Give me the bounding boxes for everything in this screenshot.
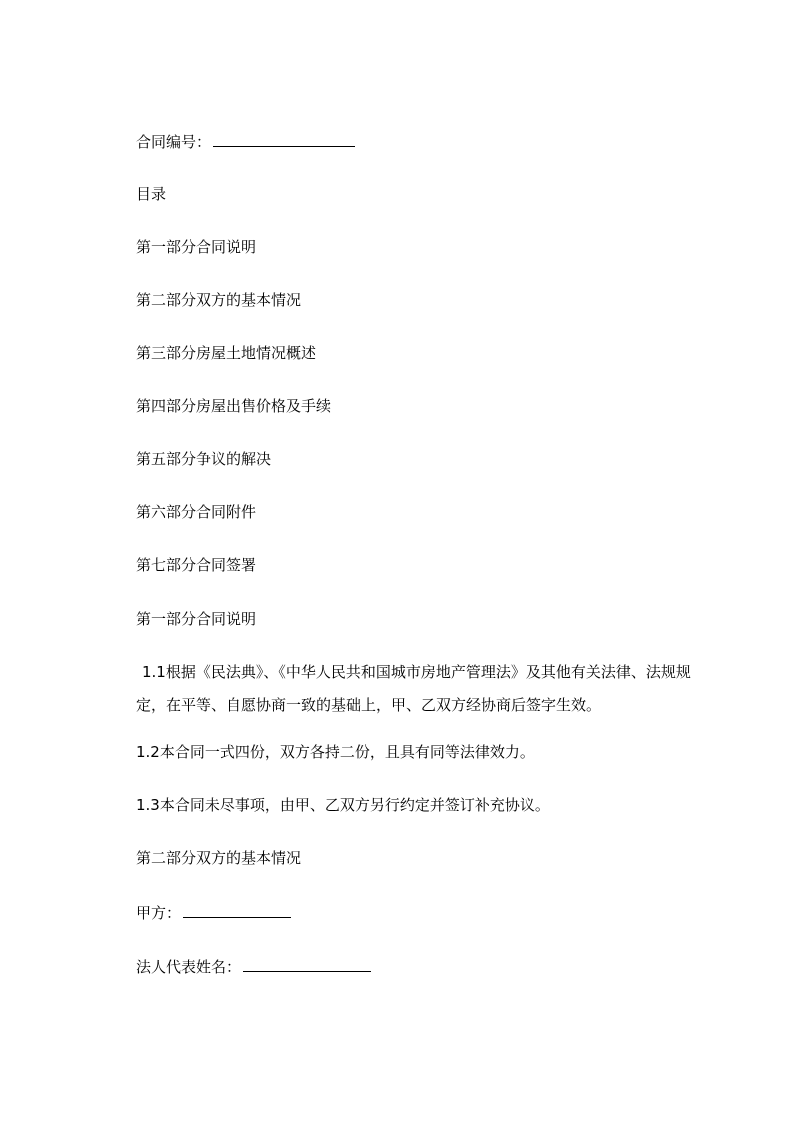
toc-item: 第六部分合同附件 (136, 503, 257, 521)
toc-item: 第四部分房屋出售价格及手续 (136, 397, 332, 415)
contract-number-line (136, 132, 355, 152)
section-heading-part2: 第二部分双方的基本情况 (136, 849, 302, 867)
section-heading-part1: 第一部分合同说明 (136, 610, 257, 628)
party-a-blank (183, 903, 291, 918)
toc-item: 第七部分合同签署 (136, 556, 257, 574)
party-a-line (136, 903, 291, 923)
legal-rep-label: 法人代表姓名： (136, 958, 242, 976)
clause-1-3: 1.3本合同未尽事项，由甲、乙双方另行约定并签订补充协议。 (136, 796, 550, 814)
toc-item: 第三部分房屋土地情况概述 (136, 344, 317, 362)
contract-number-blank (213, 132, 355, 147)
party-a-label: 甲方： (136, 904, 182, 922)
legal-rep-blank (243, 957, 371, 972)
toc-item: 第一部分合同说明 (136, 238, 257, 256)
clause-1-2: 1.2本合同一式四份，双方各持二份，且具有同等法律效力。 (136, 743, 535, 761)
toc-item: 第二部分双方的基本情况 (136, 291, 302, 309)
clause-1-1: 1.1根据《民法典》、《中华人民共和国城市房地产管理法》及其他有关法律、法规规定，在平等、自愿协商一致的基础上，甲、乙双方经协商后签字生效。 (136, 663, 691, 714)
toc-title: 目录 (136, 185, 167, 203)
contract-number-label: 合同编号： (136, 133, 212, 151)
legal-rep-line (136, 957, 371, 977)
toc-item: 第五部分争议的解决 (136, 450, 272, 468)
